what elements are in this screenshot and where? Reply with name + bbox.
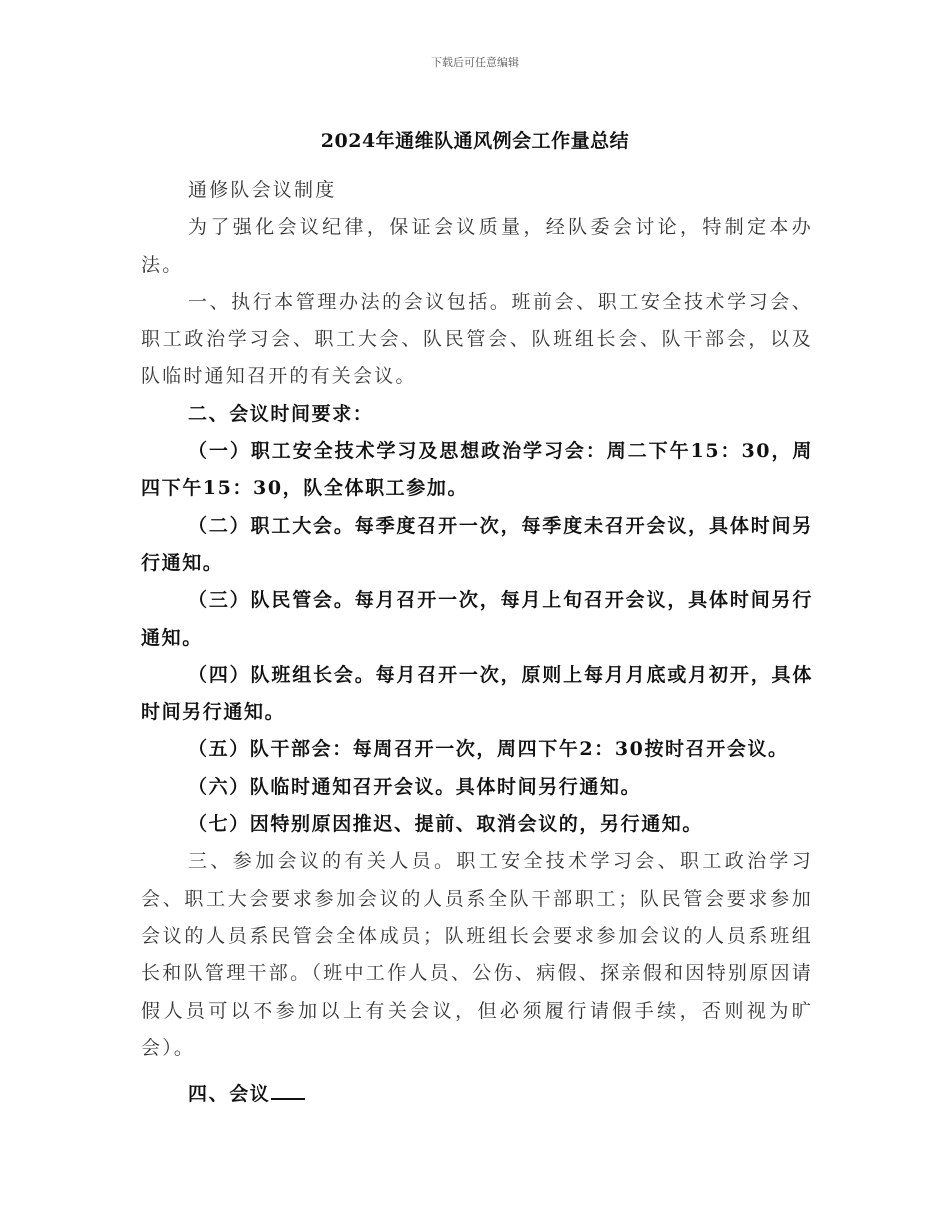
item-4: （四）队班组长会。每月召开一次，原则上每月月底或月初开，具体时间另行通知。	[141, 663, 813, 724]
document-title: 2024年通维队通风例会工作量总结	[320, 130, 630, 152]
item-5: （五）队干部会：每周召开一次，周四下午2：30按时召开会议。	[188, 738, 789, 761]
paragraph-intro: 为了强化会议纪律，保证会议质量，经队委会讨论，特制定本办法。	[141, 216, 813, 276]
heading-section-4-text: 四、会议	[188, 1083, 271, 1106]
item-6: （六）队临时通知召开会议。具体时间另行通知。	[188, 775, 642, 798]
heading-section-4	[141, 1076, 813, 1113]
page-header-note: 下载后可任意编辑	[431, 56, 519, 69]
item-3: （三）队民管会。每月召开一次，每月上旬召开会议，具体时间另行通知。	[141, 589, 813, 649]
heading-section-2: 二、会议时间要求：	[188, 402, 374, 425]
item-1: （一）职工安全技术学习及思想政治学习会：周二下午15：30，周四下午15：30，队全体职工参加。	[141, 440, 813, 500]
document-body	[141, 172, 813, 1113]
blank-underline	[271, 1080, 305, 1100]
paragraph-section-3: 三、参加会议的有关人员。职工安全技术学习会、职工政治学习会、职工大会要求参加会议的人员系全队干部职工；队民管会要求参加会议的人员系民管会全体成员；队班组长会要求参加会议的人员系班组长和队管理干部。（班中工作人员、公伤、病假、探亲假和因特别原因请假人员可以不参加以上有关会议，但必须履行请假手续，否则视为旷会）。	[141, 850, 813, 1059]
item-2: （二）职工大会。每季度召开一次，每季度未召开会议，具体时间另行通知。	[141, 514, 813, 574]
paragraph-system-name: 通修队会议制度	[188, 179, 337, 201]
paragraph-section-1: 一、执行本管理办法的会议包括。班前会、职工安全技术学习会、职工政治学习会、职工大会、队民管会、队班组长会、队干部会，以及队临时通知召开的有关会议。	[141, 290, 813, 388]
item-7: （七）因特别原因推迟、提前、取消会议的，另行通知。	[188, 813, 704, 836]
